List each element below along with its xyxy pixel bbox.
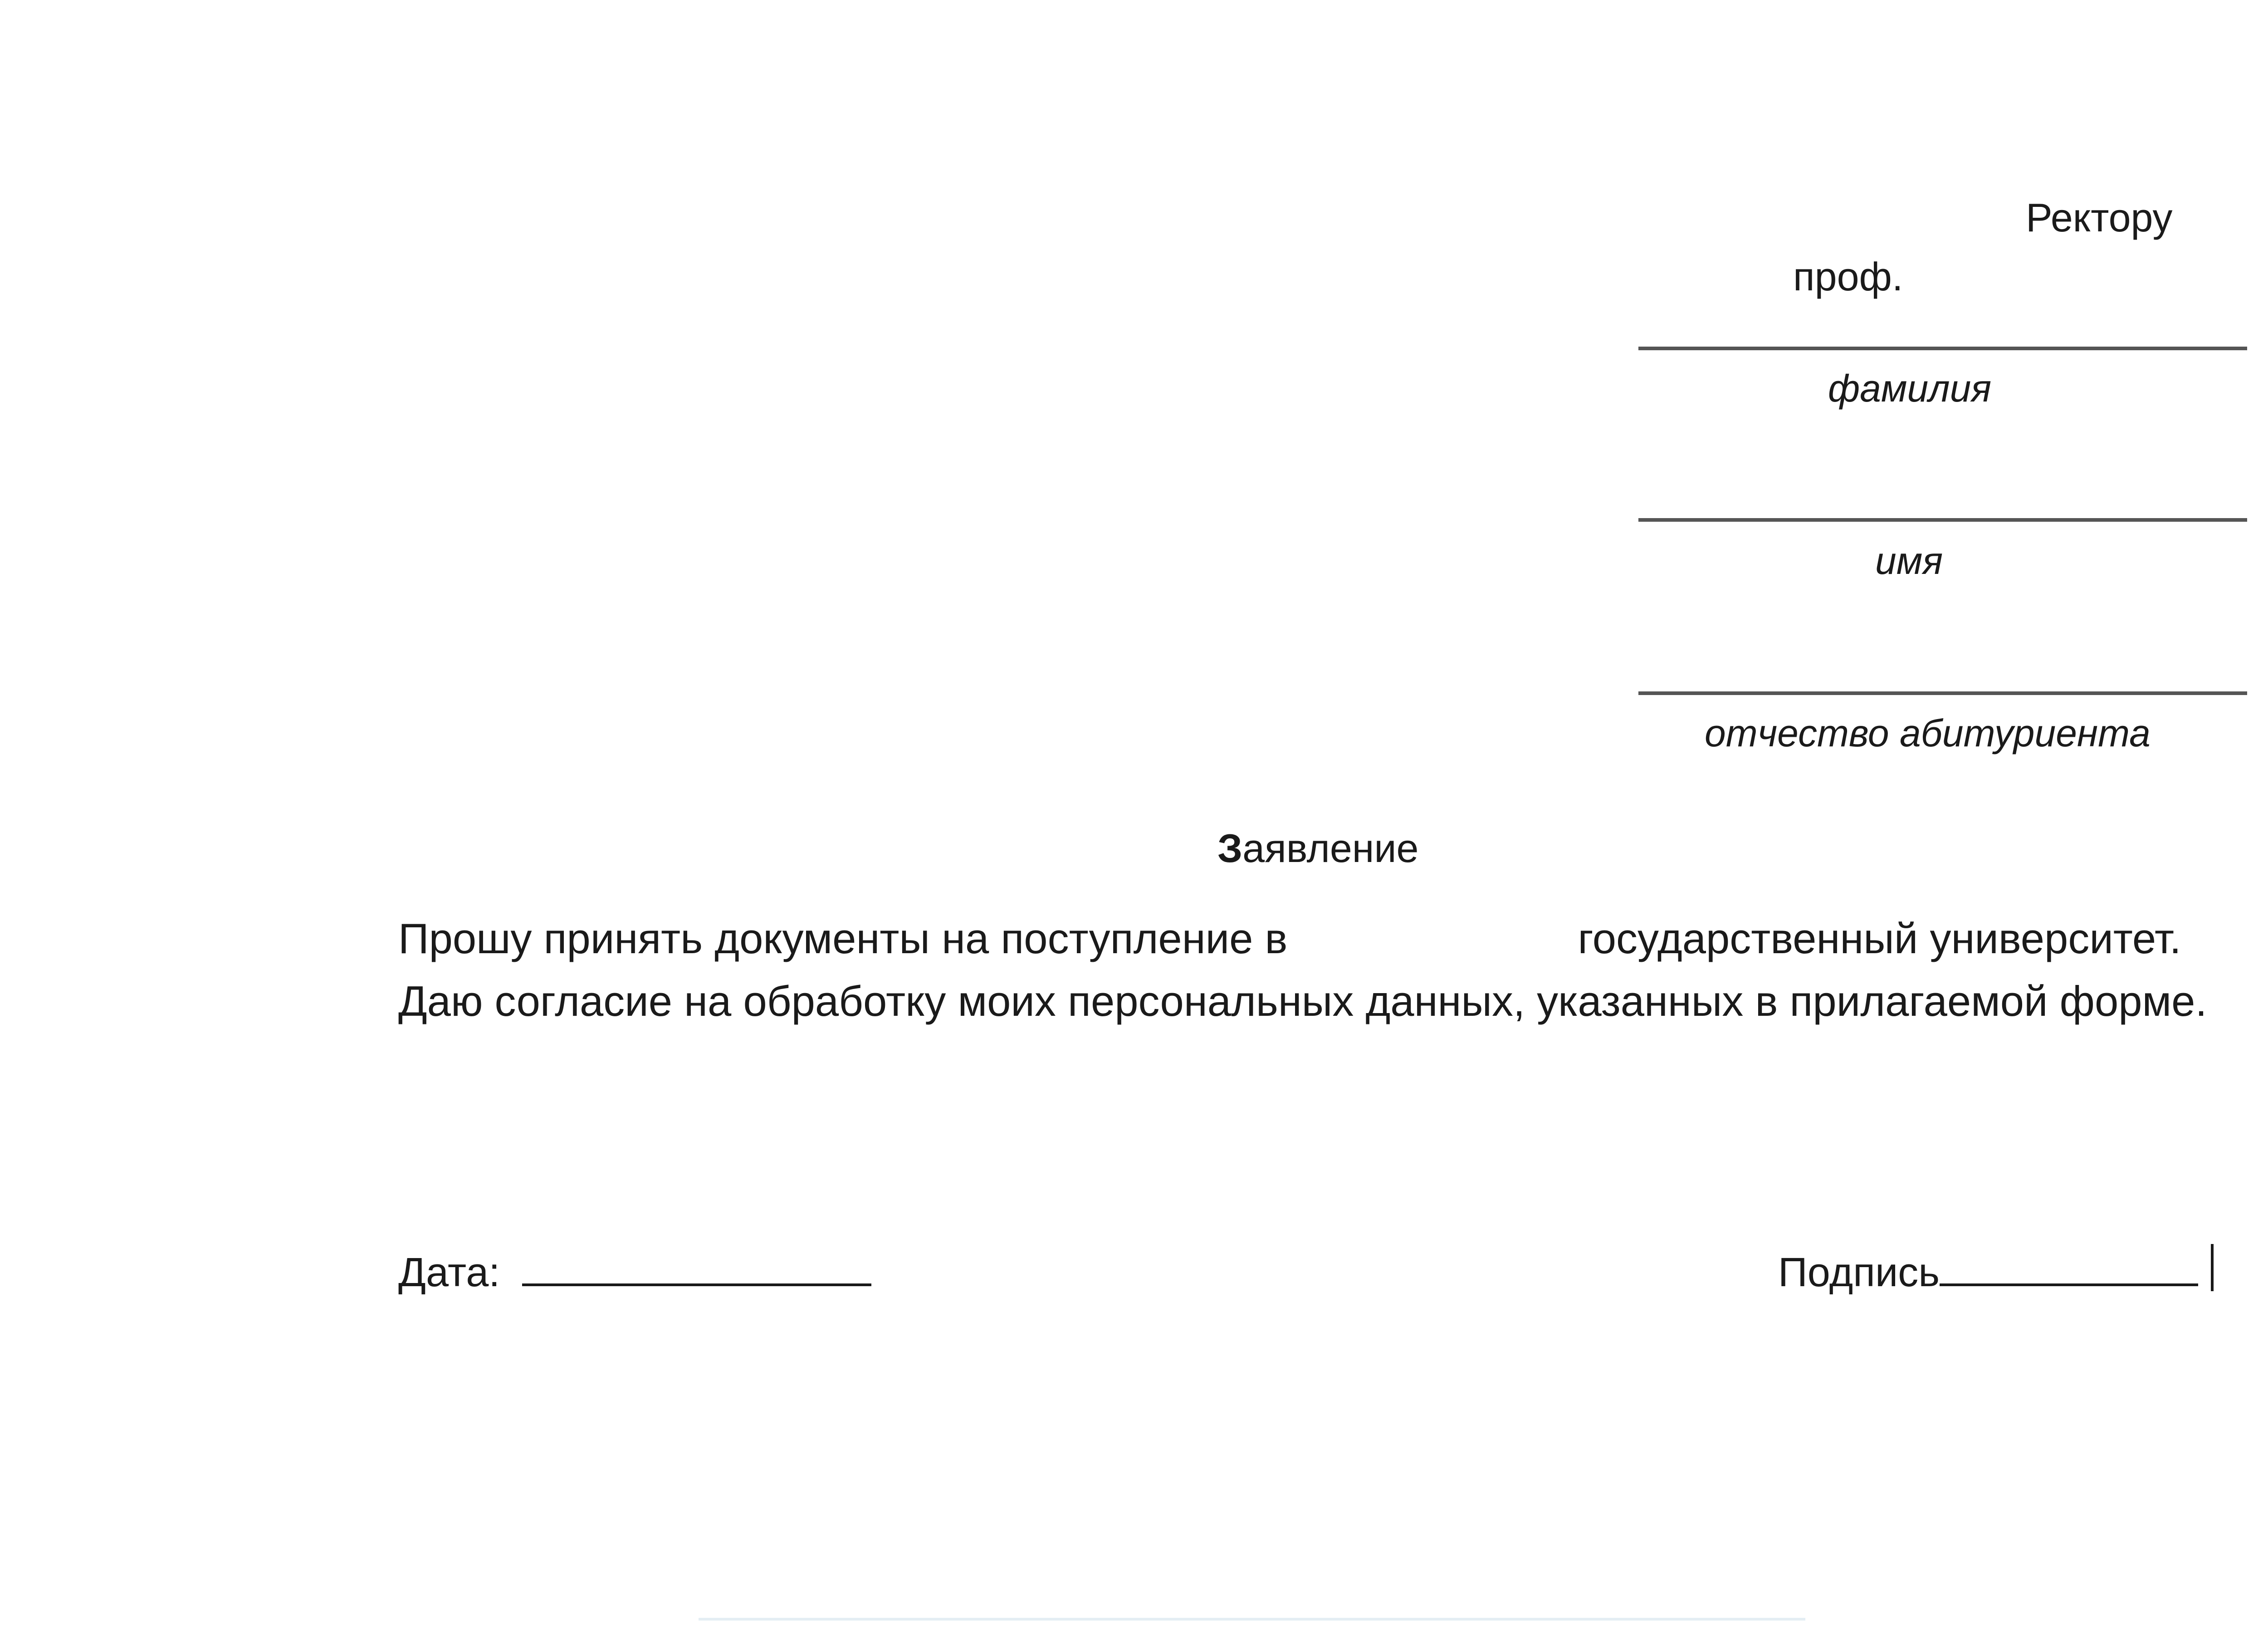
- surname-caption: фамилия: [1828, 367, 1992, 410]
- page-footer-border: [699, 1618, 1805, 1621]
- rector-label: Ректору: [2026, 195, 2173, 240]
- surname-line[interactable]: [1638, 347, 2247, 350]
- statement-line-1: [398, 917, 2181, 960]
- document-title: [1217, 826, 1419, 871]
- patronymic-caption: отчество абитуриента: [1705, 712, 2151, 754]
- date-label: Дата:: [398, 1250, 500, 1295]
- statement-line-2: Даю согласие на обработку моих персональных данных, указанных в прилагаемой форме.: [398, 977, 2207, 1025]
- title-rest: аявление: [1242, 826, 1419, 871]
- statement-line-1-start: Прошу принять документы на поступление в: [398, 915, 1288, 962]
- signature-label: Подпись: [1778, 1250, 1940, 1295]
- date-field: [398, 1252, 871, 1293]
- title-first-letter: З: [1217, 826, 1243, 871]
- prof-label: проф.: [1793, 254, 1903, 299]
- name-caption: имя: [1875, 539, 1943, 582]
- name-line[interactable]: [1638, 518, 2247, 522]
- statement-line-1-end: государственный университет.: [1578, 915, 2181, 962]
- patronymic-line[interactable]: [1638, 691, 2247, 695]
- signature-blank[interactable]: [1940, 1256, 2198, 1286]
- text-cursor: [2211, 1244, 2214, 1291]
- signature-field: [1778, 1252, 2198, 1293]
- date-blank[interactable]: [522, 1256, 871, 1286]
